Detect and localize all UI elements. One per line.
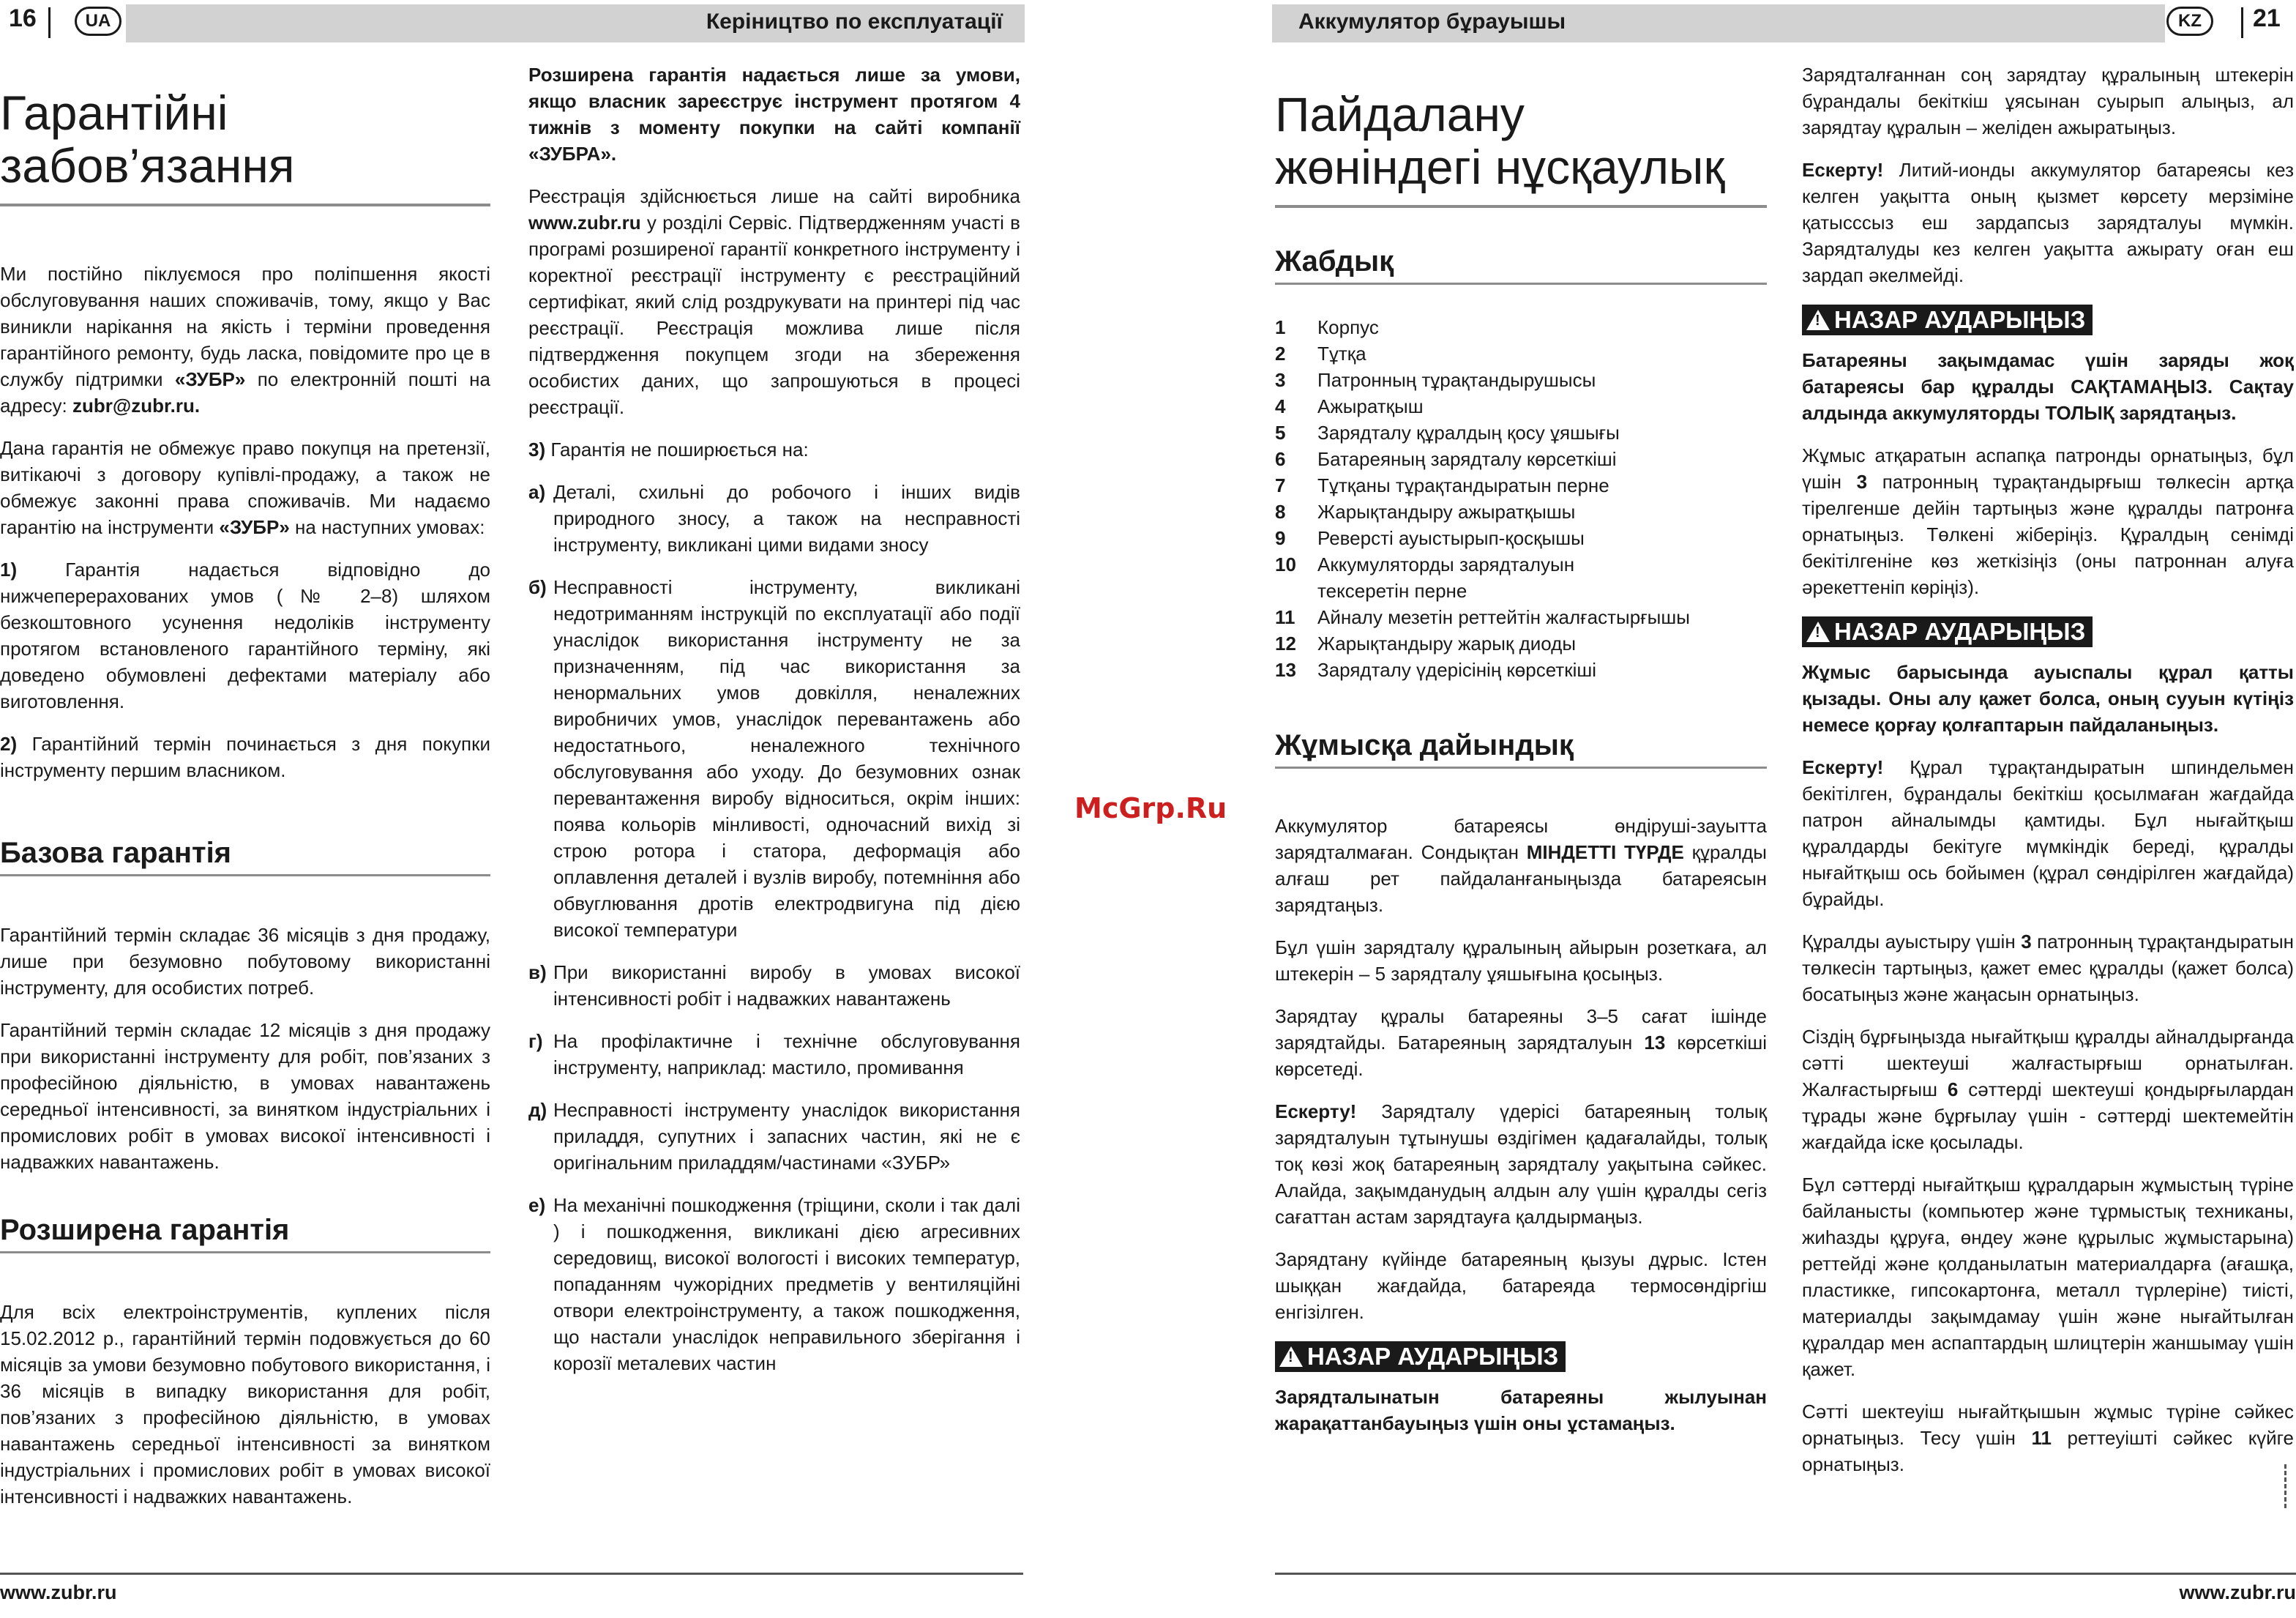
item-text: Зарядталу үдерісінің көрсеткіші — [1317, 659, 1596, 681]
note-label: Ескерту! — [1802, 159, 1884, 181]
item-text: Тұтқаны тұрақтандыратын перне — [1317, 474, 1609, 496]
intro-text: Ми постійно піклуємося про поліпшення якості обслуговування наших споживачів, тому, якщо у Вас виникли нарікання на якість і терміни проведення гарантійного ремонту, будь ласка, повідомите про це в службу підтримки — [0, 263, 490, 390]
drilling-paragraph — [1802, 1398, 2294, 1477]
equipment-heading: Жабдық — [1275, 245, 1394, 277]
emphasis-text: 11 — [2031, 1427, 2052, 1449]
item-text: Жарықтандыру жарық диоды — [1317, 633, 1577, 655]
left-column — [1275, 88, 1767, 1453]
warning-text: Батареяны зақымдамас үшін заряды жоқ батареясы бар құралды САҚТАМАҢЫЗ. Сақтау алдында аккумуляторды ТОЛЫҚ зарядтаңыз. — [1802, 349, 2294, 424]
footer-url[interactable]: www.zubr.ru — [0, 1581, 117, 1603]
left-column — [0, 86, 490, 1526]
prep-paragraph-1 — [1275, 813, 1767, 918]
list-item — [1275, 630, 1767, 657]
torque-paragraph: Бұл сәттерді нығайтқыш құралдарын жұмыстың түріне байланысты (компьютер және тұрмыстық техниканы, жиһазды құруға, өндеу және құрылыс жұмыстарына) реттейді және қолданылатын материалдарға (ағашқа, пластикке, гипсокартонға, металл түрлеріне) тиісті, материалды зақымдамау үшін және нығайтылған құралдар мен аспаптардың шлицтерін жаншымау үшін қажет. — [1802, 1174, 2294, 1380]
item-number: 7 — [1275, 474, 1286, 496]
prep-note — [1275, 1098, 1767, 1230]
item-number: 1 — [1275, 316, 1286, 338]
extended-warranty-heading: Розширена гарантія — [0, 1214, 290, 1246]
item-number: 10 — [1275, 553, 1296, 575]
brand-name: «ЗУБР» — [174, 368, 246, 390]
after-charge-paragraph: Зарядталғаннан соң зарядтау құралының штекерін бұрандалы бекіткіш ұясынан суырып алыңыз, ал зарядтау құралын – желіден ажыратыңыз. — [1802, 64, 2294, 138]
item-number: 8 — [1275, 501, 1286, 523]
exclusion-item — [528, 574, 1020, 943]
exclusion-item — [528, 479, 1020, 558]
preparation-heading: Жұмысқа дайындық — [1275, 729, 1574, 761]
terms-text: Дана гарантія не обмежує право покупця на претензії, витікаючі з договору купівлі-продажу, а також не обмежує законні права споживачів. Ми надаємо гарантію на інструменти — [0, 437, 490, 538]
item-number: 11 — [1275, 606, 1295, 628]
condition-number: 3) — [528, 439, 546, 461]
emphasis-text: 6 — [1947, 1078, 1959, 1100]
paragraph-text: Сіздің бұрғыңызда нығайтқыш құралды айналдырғанда сәтті шектеуші жалғастырғыш орнатылған. Жалғастырғыш — [1802, 1026, 2294, 1100]
section-rule — [0, 874, 490, 876]
chuck-paragraph — [1802, 442, 2294, 600]
terms-text-end: на наступних умовах: — [289, 516, 485, 538]
warning-icon — [1279, 1346, 1303, 1367]
section-rule — [1275, 767, 1767, 769]
condition-number: 1) — [0, 559, 18, 581]
item-label: г) — [528, 1030, 543, 1052]
paragraph-text: патронның тұрақтандырғыш төлкесін артқа тірелгенше дейін тартыңыз және құралды патронға орнатыңыз. Төлкені жіберіңіз. Құралдың сенімді бекітілгеніне көз жеткізіңіз (оны патроннан алуға әрекеттеніп көріңіз). — [1802, 471, 2294, 598]
item-number: 5 — [1275, 422, 1286, 444]
emphasis-text: МІНДЕТТІ ТҮРДЕ — [1526, 841, 1684, 863]
note-text: Литий-ионды аккумулятор батареясы кез келген уақытта оның қызмет көрсету мерзіміне қатысссыз еш зардапсыз зарядталуы мүмкін. Зарядталуды кез келген уақытта ажырату оған еш зардап әкелмейді. — [1802, 159, 2294, 286]
list-item — [1275, 657, 1767, 683]
item-text: Жарықтандыру ажыратқышы — [1317, 501, 1576, 523]
section-rule — [0, 1251, 490, 1253]
item-text: Батареяның зарядталу көрсеткіші — [1317, 448, 1617, 470]
header-title: Аккумулятор бұрауышы — [1298, 10, 1566, 34]
condition-1 — [0, 556, 490, 715]
list-item — [1275, 340, 1767, 367]
note-text: Зарядталу үдерісі батареяның толық зарядталуын тұтынушы өздігімен қадағалайды, толық тоқ көзі жоқ батареяның зарядталу уақытына сәйкес. Алайда, зақымданудың алдын алу үшін құралды сегіз сағаттан астам зарядтауға қалдырмаңыз. — [1275, 1100, 1767, 1228]
item-label: б) — [528, 576, 547, 598]
basic-warranty-p1: Гарантійний термін складає 36 місяців з дня продажу, лише при безумовно побутовому використанні інструменту, для особистих потреб. — [0, 924, 490, 999]
support-email-link[interactable]: zubr@zubr.ru. — [72, 395, 201, 417]
emphasis-text: 3 — [1856, 471, 1868, 493]
item-number: 4 — [1275, 395, 1286, 417]
header-divider — [48, 7, 51, 38]
note-label: Ескерту! — [1802, 756, 1884, 778]
paragraph-text: Жұмыс атқаратын аспапқа патронды орнатыңыз, бұл үшін — [1802, 444, 2294, 493]
item-text: Зарядталу құралдың қосу ұяшығы — [1317, 422, 1620, 444]
condition-2 — [0, 731, 490, 783]
paragraph-text: патронның тұрақтандыратын төлкесін тартыңыз, қажет емес құралды (қажет болса) босатыңыз және жаңасын орнатыңыз. — [1802, 931, 2294, 1005]
item-text: Патронның тұрақтандырушысы — [1317, 369, 1596, 391]
paragraph-text: реттеуішті сәйкес күйге орнатыңыз. — [1802, 1427, 2294, 1475]
page-edge-marker — [2284, 1464, 2292, 1508]
exclusion-item — [528, 959, 1020, 1012]
list-item — [1275, 420, 1767, 446]
item-text: На профілактичне і технічне обслуговування інструменту, наприклад: мастило, промивання — [553, 1030, 1020, 1078]
exclusion-item — [528, 1192, 1020, 1376]
condition-text: Гарантія не поширюється на: — [545, 439, 809, 461]
list-item — [1275, 367, 1767, 393]
language-badge: KZ — [2166, 7, 2213, 36]
title-line-1: Гарантійні — [0, 86, 228, 140]
paragraph-text: көрсеткіші көрсетеді. — [1275, 1032, 1767, 1080]
item-text: При використанні виробу в умовах високої інтенсивності робіт і надважких навантажень — [553, 961, 1020, 1010]
right-page — [1272, 0, 2296, 1618]
item-text: Корпус — [1317, 316, 1379, 338]
intro-text-mid: по електронній пошті на адресу: — [0, 368, 490, 417]
page-title — [0, 86, 490, 192]
item-number — [1275, 578, 1317, 604]
paragraph-text: Аккумулятор батареясы өндіруші-зауытта зарядталмаған. Сондықтан — [1275, 815, 1767, 863]
terms-paragraph — [0, 435, 490, 540]
item-text: Несправності інструменту, викликані недотриманням інструкцій по експлуатації або події унаслідок використання інструменту не за призначенням, під час використання за ненормальних умов довкілля, неналежних виробничих умов, унаслідок перевантажень або недостатнього, неналежного технічного обслуговування або уходу. До безумовних ознак перевантаження виробу відноситься, окрім інших: поява кольорів мінливості, одночасний вихід зі строю ротора і статора, деформація або оплавлення деталей і вузлів виробу, потемніння або обвуглювання дротів електродвигуна під дією високої температури — [553, 576, 1020, 941]
item-label: а) — [528, 481, 546, 503]
item-text: Несправності інструменту унаслідок використання приладдя, супутних і запасних частин, які не є оригінальним приладдям/частинами «ЗУБР» — [553, 1099, 1020, 1174]
title-line-1: Пайдалану — [1275, 87, 1525, 141]
extended-warranty-p1: Для всіх електроінструментів, куплених після 15.02.2012 р., гарантійний термін подовжується до 60 місяців за умови безумовно побутового використання, і 36 місяців в випадку використання для робіт, пов’язаних з професійною діяльністю, в умовах навантажень середньої інтенсивності за винятком індустріальних і промислових робіт в умовах високої інтенсивності і надважких навантажень. — [0, 1301, 490, 1507]
paragraph-text: Құралды ауыстыру үшін — [1802, 931, 2022, 952]
note-label: Ескерту! — [1275, 1100, 1357, 1122]
brand-name: «ЗУБР» — [219, 516, 290, 538]
right-column — [1802, 61, 2294, 1494]
list-item — [1275, 604, 1767, 630]
item-label: в) — [528, 961, 547, 983]
list-item — [1275, 446, 1767, 472]
item-label: д) — [528, 1099, 547, 1121]
footer-rule — [1275, 1573, 2296, 1575]
intro-paragraph — [0, 261, 490, 419]
item-number: 12 — [1275, 633, 1296, 655]
list-item — [1275, 393, 1767, 420]
title-rule — [0, 204, 490, 206]
condition-text: Гарантійний термін починається з дня покупки інструменту першим власником. — [0, 733, 490, 781]
item-text: Реверсті ауыстырып-қосқышы — [1317, 527, 1585, 549]
note-text: Құрал тұрақтандыратын шпиндельмен бекітілген, бұрандалы бекіткіш қосылмаған жағдайда патрон айналымды қамтиды. Бұл нығайтқыш құралдарды бекітуге мүмкіндік береді, құралды нығайтқыш ось бойымен (құрал сөндірілген жағдайда) бұрайды. — [1802, 756, 2294, 910]
footer-url[interactable]: www.zubr.ru — [2179, 1581, 2296, 1603]
paragraph-text: сәттерді шектеуші қондырғылардан тұрады және бұрғылау үшін - сәттерді шектемейтін жағдайда іске қосылады. — [1802, 1078, 2295, 1153]
note-paragraph — [1802, 157, 2294, 288]
item-number: 13 — [1275, 659, 1296, 681]
condition-3 — [528, 436, 1020, 463]
registration-text-end: у розділі Сервіс. Підтвердженням участі в програмі розширеної гарантії конкретного інструменту і коректної реєстрації інструменту є реєстраційний сертифікат, який слід роздрукувати на принтері під час реєстрації. Реєстрація можлива лише після підтвердження покупцем згоди на збереження особистих даних, що запрошуються в процесі реєстрації. — [528, 212, 1020, 418]
warning-text: Жұмыс барысында ауыспалы құрал қатты қызады. Оны алу қажет болса, оның сууын күтіңіз немесе қорғау қолғаптарын пайдаланыңыз. — [1802, 661, 2294, 736]
paragraph-text: Зарядтау құралы батареяны 3–5 сағат ішінде зарядтайды. Батареяның зарядталуын — [1275, 1005, 1767, 1054]
warning-banner — [1275, 1341, 1566, 1372]
page-number: 16 — [9, 4, 37, 32]
list-item — [1275, 472, 1767, 499]
item-number: 3 — [1275, 369, 1286, 391]
exclusions-list — [528, 479, 1020, 1376]
paragraph-text: құралды алғаш рет пайдаланғаныңызда батареясын зарядтаңыз. — [1275, 841, 1767, 916]
item-text: Айналу мезетін реттейтін жалғастырғышы — [1317, 606, 1690, 628]
item-number: 6 — [1275, 448, 1286, 470]
extended-warranty-condition: Розширена гарантія надається лише за умови, якщо власник зареєструє інструмент протягом 4 тижнів з моменту покупки на сайті компанії «ЗУБРА». — [528, 64, 1020, 165]
header-bar — [1272, 4, 2165, 42]
basic-warranty-heading: Базова гарантія — [0, 837, 232, 869]
item-text: Тұтқа — [1317, 343, 1366, 365]
note-paragraph — [1802, 754, 2294, 912]
warning-label: НАЗАР АУДАРЫҢЫЗ — [1307, 1343, 1559, 1370]
title-line-2: забов’язання — [0, 138, 295, 193]
clutch-paragraph — [1802, 1024, 2294, 1155]
list-item — [1275, 525, 1767, 551]
page-number: 21 — [2253, 4, 2281, 32]
item-number: 9 — [1275, 527, 1286, 549]
item-text: тексеретін перне — [1317, 580, 1467, 602]
exclusion-item — [528, 1028, 1020, 1081]
exclusion-item — [528, 1097, 1020, 1176]
item-text: Ажыратқыш — [1317, 395, 1424, 417]
item-text: Деталі, схильні до робочого і інших видів природного зносу, а також на несправності інструменту, викликані цими видами зносу — [553, 481, 1020, 556]
registration-text: Реєстрація здійснюється лише на сайті виробника — [528, 185, 1020, 207]
condition-number: 2) — [0, 733, 18, 755]
left-page — [0, 0, 1025, 1618]
emphasis-text: 13 — [1644, 1032, 1666, 1054]
footer-rule — [0, 1573, 1023, 1575]
paragraph-text: Сәтті шектеуіш нығайтқышын жұмыс түріне сәйкес орнатыңыз. Тесу үшін — [1802, 1401, 2294, 1449]
warning-banner — [1802, 305, 2093, 335]
section-rule — [1275, 283, 1767, 285]
language-badge: UA — [75, 7, 121, 36]
condition-text: Гарантія надається відповідно до нижчеперерахованих умов (№ 2–8) шляхом безкоштовного усунення недоліків інструменту протягом встановленого гарантійного терміну, які доведено обумовлені дефектами матеріалу або виготовлення. — [0, 559, 490, 712]
title-line-2: жөніндегі нұсқаулық — [1275, 140, 1725, 194]
warning-icon — [1806, 310, 1830, 330]
header-divider — [2241, 7, 2243, 38]
page-title — [1275, 88, 1767, 193]
right-column — [528, 61, 1020, 1393]
warning-label: НАЗАР АУДАРЫҢЫЗ — [1834, 306, 2086, 333]
prep-paragraph-4: Зарядтану күйінде батареяның қызуы дұрыс. Істен шыққан жағдайда, батареяда термосөндіргіш енгізілген. — [1275, 1248, 1767, 1323]
item-text: Аккумуляторды зарядталуын — [1317, 553, 1575, 575]
tool-change-paragraph — [1802, 928, 2294, 1007]
warning-label: НАЗАР АУДАРЫҢЫЗ — [1834, 618, 2086, 645]
basic-warranty-p2: Гарантійний термін складає 12 місяців з дня продажу при використанні інструменту для робіт, пов’язаних з професійною діяльністю, в умовах навантажень середньої інтенсивності, за винятком індустріальних і промислових робіт в умовах високої інтенсивності і надважких навантажень. — [0, 1019, 490, 1173]
prep-paragraph-2: Бұл үшін зарядталу құралының айырын розеткаға, ал штекерін – 5 зарядталу ұяшығына қосыңыз. — [1275, 936, 1767, 985]
header-title: Керіництво по експлуатації — [706, 10, 1003, 34]
header-bar — [126, 4, 1025, 42]
item-number: 2 — [1275, 343, 1286, 365]
equipment-list — [1275, 314, 1767, 683]
list-item — [1275, 578, 1767, 604]
watermark: McGrp.Ru — [1074, 792, 1227, 824]
website-link[interactable]: www.zubr.ru — [528, 212, 641, 234]
list-item — [1275, 314, 1767, 340]
registration-paragraph — [528, 183, 1020, 420]
list-item — [1275, 499, 1767, 525]
warning-banner — [1802, 616, 2093, 647]
title-rule — [1275, 205, 1767, 208]
warning-text: Зарядталынатын батареяны жылуынан жарақаттанбауыңыз үшін оны ұстамаңыз. — [1275, 1386, 1767, 1434]
item-text: На механічні пошкодження (тріщини, сколи і так далі ) і пошкодження, викликані дією агресивних середовищ, високої вологості і високих температур, попаданням чужорідних предметів у вентиляційні отвори електроінструменту, а також пошкодження, що настали унаслідок неправильного зберігання і корозії металевих частин — [553, 1194, 1020, 1374]
list-item — [1275, 551, 1767, 578]
item-label: е) — [528, 1194, 546, 1216]
emphasis-text: 3 — [2021, 931, 2032, 952]
prep-paragraph-3 — [1275, 1003, 1767, 1082]
warning-icon — [1806, 622, 1830, 642]
